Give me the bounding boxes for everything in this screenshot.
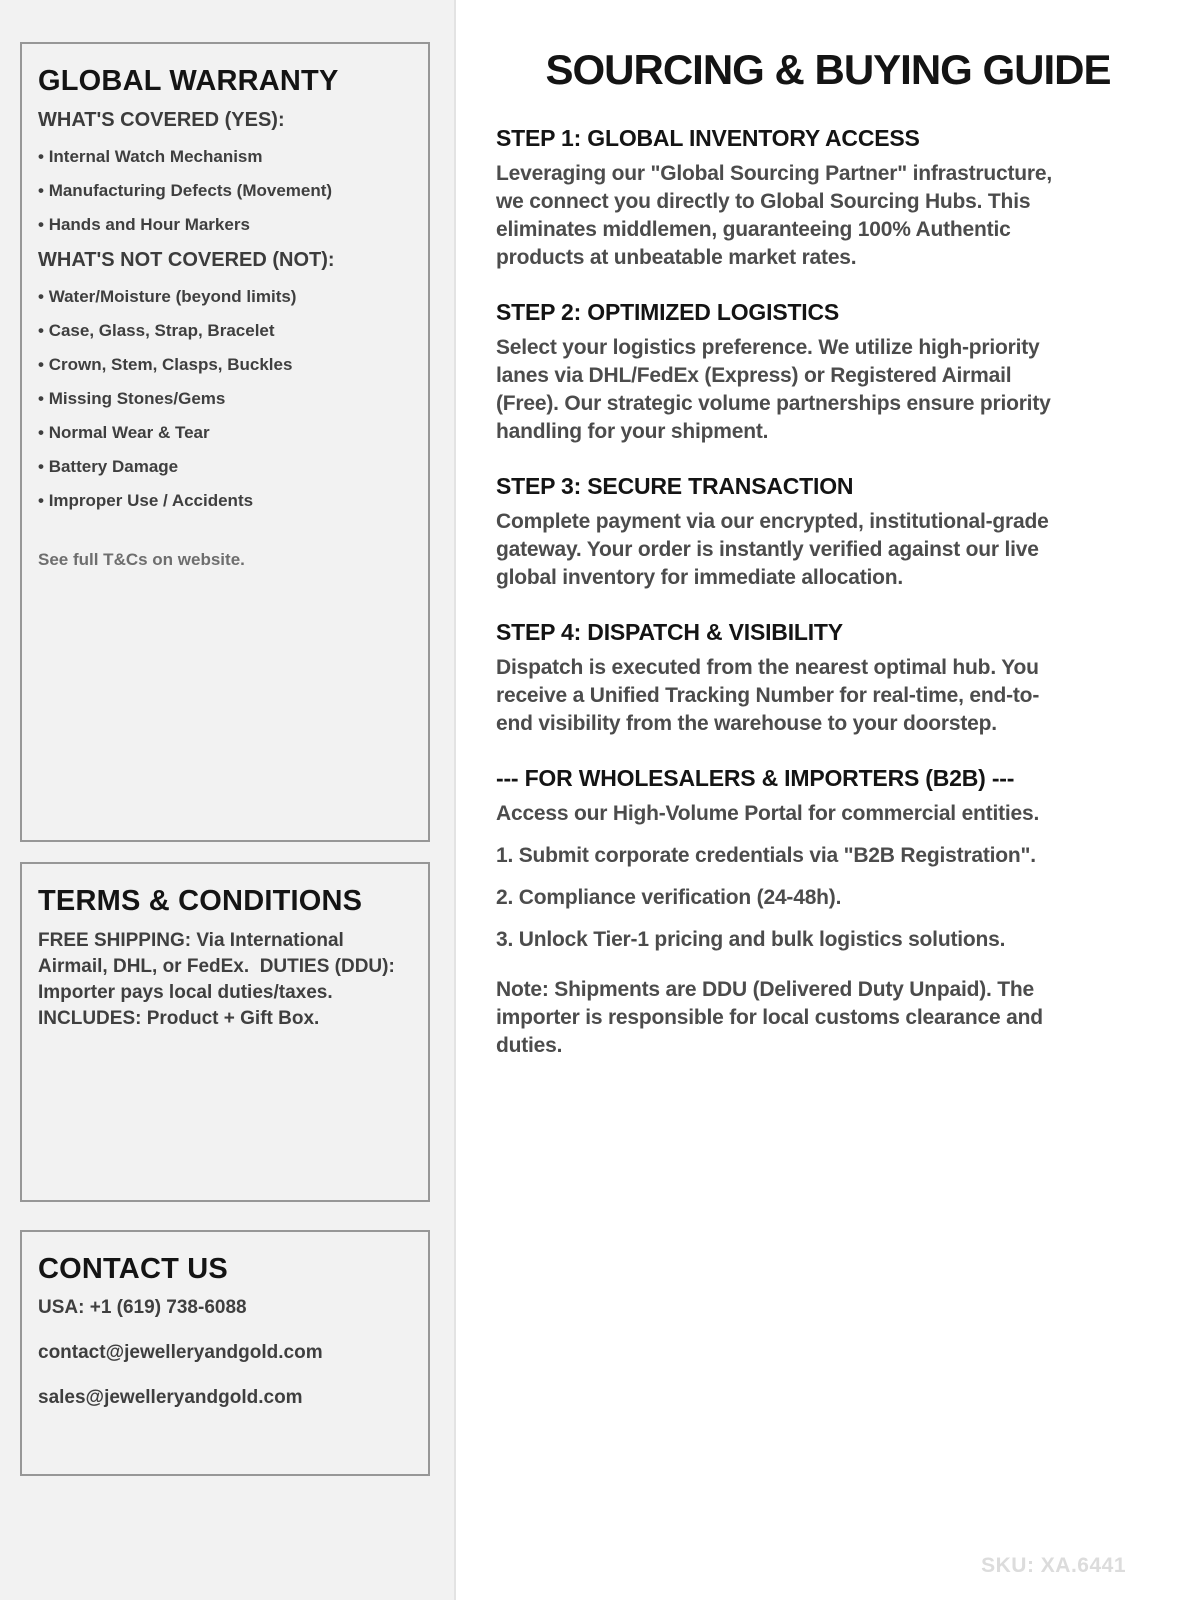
step-2-heading: STEP 2: OPTIMIZED LOGISTICS (496, 299, 840, 325)
step-1-body: Leveraging our "Global Sourcing Partner" infrastructure, we connect you directly to Global Sourcing Hubs. This eliminates middlemen, guaranteeing 100% Authentic products at unbeatable market rates. (496, 162, 1052, 269)
b2b-item-1: 1. Submit corporate credentials via "B2B Registration". (496, 844, 1036, 867)
list-item: • Case, Glass, Strap, Bracelet (38, 320, 412, 342)
list-item: • Internal Watch Mechanism (38, 146, 412, 168)
step-1-section (496, 124, 1160, 272)
step-1-heading: STEP 1: GLOBAL INVENTORY ACCESS (496, 125, 920, 151)
terms-box (20, 862, 430, 1202)
not-covered-heading: WHAT'S NOT COVERED (NOT): (38, 249, 335, 271)
list-item: • Missing Stones/Gems (38, 388, 412, 410)
contact-title: CONTACT US (38, 1253, 228, 1285)
b2b-heading: --- FOR WHOLESALERS & IMPORTERS (B2B) --- (496, 765, 1015, 791)
b2b-item-2: 2. Compliance verification (24-48h). (496, 886, 842, 909)
not-covered-list (38, 286, 412, 512)
list-item: • Water/Moisture (beyond limits) (38, 286, 412, 308)
b2b-note: Note: Shipments are DDU (Delivered Duty Unpaid). The importer is responsible for local customs clearance and duties. (496, 978, 1043, 1057)
list-item: • Hands and Hour Markers (38, 214, 412, 236)
list-item: • Improper Use / Accidents (38, 490, 412, 512)
step-4-body: Dispatch is executed from the nearest optimal hub. You receive a Unified Tracking Number for real-time, end-to-end visibility from the warehouse to your doorstep. (496, 656, 1040, 735)
covered-heading: WHAT'S COVERED (YES): (38, 109, 285, 131)
warranty-box (20, 42, 430, 842)
b2b-section (496, 764, 1160, 1060)
covered-list (38, 146, 412, 236)
contact-email-primary: contact@jewelleryandgold.com (38, 1342, 323, 1363)
warranty-title: GLOBAL WARRANTY (38, 65, 339, 97)
warranty-footnote: See full T&Cs on website. (38, 550, 245, 569)
b2b-intro: Access our High-Volume Portal for commercial entities. (496, 802, 1040, 825)
main-content (458, 0, 1200, 1600)
list-item: • Manufacturing Defects (Movement) (38, 180, 412, 202)
step-3-section (496, 472, 1160, 592)
contact-box (20, 1230, 430, 1476)
step-3-heading: STEP 3: SECURE TRANSACTION (496, 473, 854, 499)
list-item: • Crown, Stem, Clasps, Buckles (38, 354, 412, 376)
sku-label: SKU: XA.6441 (981, 1554, 1126, 1577)
sidebar (0, 0, 456, 1600)
step-3-body: Complete payment via our encrypted, institutional-grade gateway. Your order is instantly verified against our live global inventory for immediate allocation. (496, 510, 1049, 589)
terms-title: TERMS & CONDITIONS (38, 885, 363, 917)
terms-body: FREE SHIPPING: Via International Airmail, DHL, or FedEx. DUTIES (DDU): Importer pays local duties/taxes. INCLUDES: Product + Gift Box. (38, 930, 401, 1029)
list-item: • Battery Damage (38, 456, 412, 478)
b2b-item-3: 3. Unlock Tier-1 pricing and bulk logistics solutions. (496, 928, 1006, 951)
page-title: SOURCING & BUYING GUIDE (545, 46, 1111, 93)
step-4-heading: STEP 4: DISPATCH & VISIBILITY (496, 619, 843, 645)
contact-email-sales: sales@jewelleryandgold.com (38, 1387, 303, 1408)
step-2-section (496, 298, 1160, 446)
step-4-section (496, 618, 1160, 738)
step-2-body: Select your logistics preference. We utilize high-priority lanes via DHL/FedEx (Express) or Registered Airmail (Free). Our strategic volume partnerships ensure priority handling for your shipment. (496, 336, 1051, 443)
contact-phone: USA: +1 (619) 738-6088 (38, 1297, 247, 1318)
list-item: • Normal Wear & Tear (38, 422, 412, 444)
